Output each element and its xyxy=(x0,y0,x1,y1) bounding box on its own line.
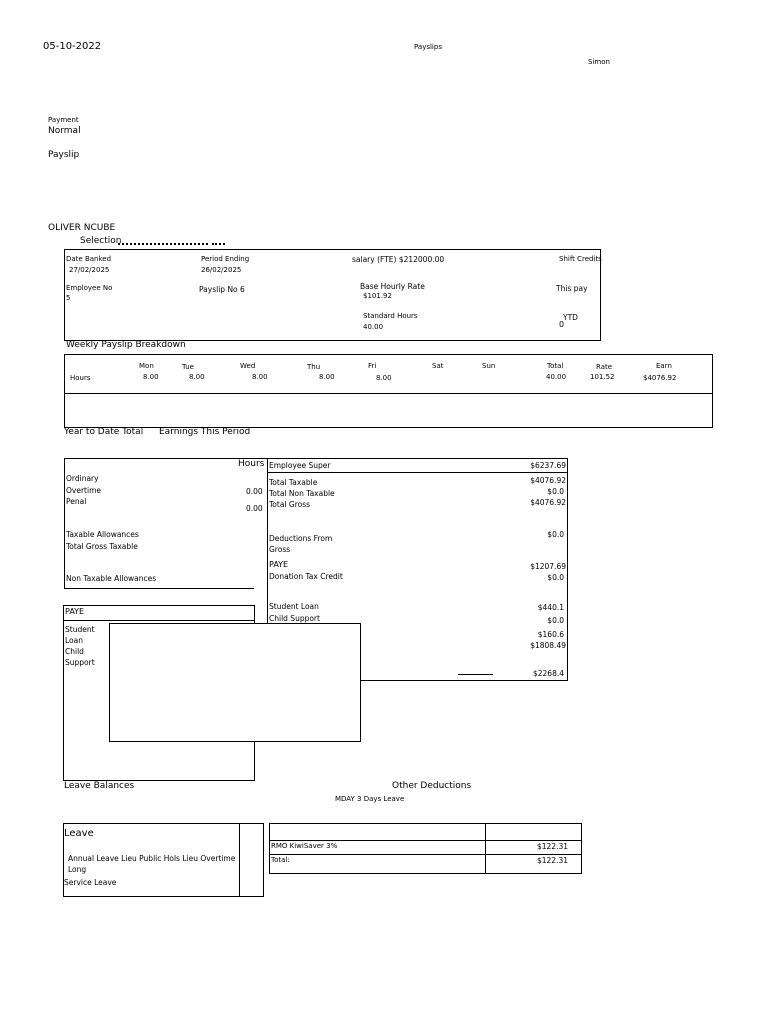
other-deductions-heading: Other Deductions xyxy=(392,781,472,791)
other-deductions-row-divider-2 xyxy=(269,854,582,855)
other-deductions-col-divider xyxy=(485,823,486,874)
other-deductions-row-divider-1 xyxy=(269,840,582,841)
kiwisaver-label: RMO KiwiSaver 3% xyxy=(271,842,338,850)
page-title: Payslips xyxy=(414,43,442,51)
child-support-label: Child Support xyxy=(269,614,320,623)
weekly-header-fri: Fri xyxy=(368,362,377,370)
deductions-from-label: Deductions From xyxy=(269,534,333,543)
weekly-header-earn: Earn xyxy=(656,362,672,370)
student-loan-label: Student Loan xyxy=(269,602,319,611)
standard-hours-label: Standard Hours xyxy=(363,312,418,320)
weekly-row-label: Hours xyxy=(70,374,91,382)
payslip-label: Payslip xyxy=(48,150,80,160)
weekly-header-total: Total xyxy=(547,362,564,370)
earnings-extra-value-1: $160.6 xyxy=(537,630,564,639)
weekly-value-thu: 8.00 xyxy=(319,373,335,381)
ytd-value: 0 xyxy=(559,320,565,329)
employee-info-box xyxy=(64,249,601,341)
net-pay-value: $2268.4 xyxy=(532,669,564,678)
leave-title: Leave xyxy=(64,828,94,839)
other-deductions-total-label: Total: xyxy=(271,856,290,864)
base-rate-label: Base Hourly Rate xyxy=(360,282,425,291)
weekly-header-sun: Sun xyxy=(482,362,496,370)
leave-long: Long xyxy=(68,865,87,874)
earnings-header-divider xyxy=(267,472,568,473)
employee-super-value: $6237.69 xyxy=(530,461,566,470)
weekly-header-wed: Wed xyxy=(240,362,256,370)
leave-box-divider xyxy=(239,823,240,897)
overtime-label: Overtime xyxy=(66,486,101,495)
paye-value: $1207.69 xyxy=(530,562,566,571)
paye-panel-loan: Loan xyxy=(65,636,83,645)
this-pay-label: This pay xyxy=(556,284,588,293)
salary-fte: salary (FTE) $212000.00 xyxy=(352,255,445,264)
paye-label: PAYE xyxy=(269,560,289,569)
earnings-period-heading: Earnings This Period xyxy=(159,427,251,437)
blank-overlay-box xyxy=(109,623,361,742)
non-taxable-allowances-label: Non Taxable Allowances xyxy=(66,574,157,583)
date-banked-label: Date Banked xyxy=(66,255,112,263)
net-pay-underline xyxy=(458,674,493,675)
hours-heading: Hours xyxy=(238,459,265,469)
employee-name: OLIVER NCUBE xyxy=(48,223,116,233)
payslip-number: Payslip No 6 xyxy=(199,285,245,294)
user-name: Simon xyxy=(588,58,610,66)
selection-dots-short xyxy=(212,243,225,245)
student-loan-value: $440.1 xyxy=(537,603,564,612)
weekly-header-sat: Sat xyxy=(432,362,444,370)
hours-panel-left-border xyxy=(64,458,65,588)
total-taxable-value: $4076.92 xyxy=(530,476,566,485)
weekly-value-mon: 8.00 xyxy=(143,373,159,381)
employee-no-label: Employee No xyxy=(66,284,113,292)
period-ending-label: Period Ending xyxy=(201,255,250,263)
deductions-gross-label: Gross xyxy=(269,545,291,554)
leave-balances-heading: Leave Balances xyxy=(64,781,135,791)
selection-dots xyxy=(118,243,208,245)
selection-label: Selection xyxy=(80,236,122,246)
total-taxable-label: Total Taxable xyxy=(269,478,318,487)
hours-panel-bottom-border xyxy=(64,588,254,589)
paye-panel-student: Student xyxy=(65,625,95,634)
other-deductions-total-value: $122.31 xyxy=(536,856,568,865)
kiwisaver-value: $122.31 xyxy=(536,842,568,851)
payment-label: Payment xyxy=(48,116,79,124)
weekly-header-tue: Tue xyxy=(182,363,194,371)
deductions-from-gross-value: $0.0 xyxy=(547,530,564,539)
paye-panel-title: PAYE xyxy=(65,607,85,616)
leave-types: Annual Leave Lieu Public Hols Lieu Overtime xyxy=(68,854,236,863)
base-rate-value: $101.92 xyxy=(363,292,392,300)
weekly-value-earn: $4076.92 xyxy=(643,374,677,382)
weekly-table-divider xyxy=(64,393,713,394)
paye-panel-support: Support xyxy=(65,658,95,667)
ytd-total-heading: Year to Date Total xyxy=(64,427,144,437)
paye-panel-child: Child xyxy=(65,647,84,656)
ordinary-label: Ordinary xyxy=(66,474,99,483)
weekly-header-mon: Mon xyxy=(139,362,154,370)
penal-value: 0.00 xyxy=(246,504,263,513)
mday-leave-note: MDAY 3 Days Leave xyxy=(335,795,405,803)
penal-label: Penal xyxy=(66,497,87,506)
weekly-value-fri: 8.00 xyxy=(376,374,392,382)
hours-panel-top-border xyxy=(64,458,267,459)
earnings-extra-value-2: $1808.49 xyxy=(530,641,566,650)
donation-tax-credit-value: $0.0 xyxy=(547,573,564,582)
total-non-taxable-label: Total Non Taxable xyxy=(269,489,335,498)
total-gross-label: Total Gross xyxy=(269,500,311,509)
standard-hours-value: 40.00 xyxy=(363,323,384,331)
weekly-header-rate: Rate xyxy=(596,363,613,371)
shift-credits-label: Shift Credits xyxy=(559,255,602,263)
taxable-allowances-label: Taxable Allowances xyxy=(66,530,139,539)
overtime-value: 0.00 xyxy=(246,487,263,496)
employee-no-value: 5 xyxy=(66,294,71,302)
weekly-breakdown-table xyxy=(64,354,713,428)
child-support-value: $0.0 xyxy=(547,616,564,625)
payment-type: Normal xyxy=(48,126,81,136)
payslip-date: 05-10-2022 xyxy=(43,41,102,52)
weekly-value-total: 40.00 xyxy=(546,373,567,381)
donation-tax-credit-label: Donation Tax Credit xyxy=(269,572,343,581)
leave-service: Service Leave xyxy=(64,878,117,887)
weekly-value-rate: 101.52 xyxy=(590,373,615,381)
weekly-value-wed: 8.00 xyxy=(252,373,268,381)
total-non-taxable-value: $0.0 xyxy=(547,487,564,496)
weekly-header-thu: Thu xyxy=(307,363,321,371)
total-gross-taxable-label: Total Gross Taxable xyxy=(66,542,138,551)
date-banked-value: 27/02/2025 xyxy=(69,266,110,274)
ytd-label: YTD xyxy=(563,313,578,322)
weekly-breakdown-title: Weekly Payslip Breakdown xyxy=(66,340,186,350)
paye-panel-divider xyxy=(63,620,255,621)
employee-super-label: Employee Super xyxy=(269,461,331,470)
period-ending-value: 26/02/2025 xyxy=(201,266,242,274)
total-gross-value: $4076.92 xyxy=(530,498,566,507)
weekly-value-tue: 8.00 xyxy=(189,373,205,381)
